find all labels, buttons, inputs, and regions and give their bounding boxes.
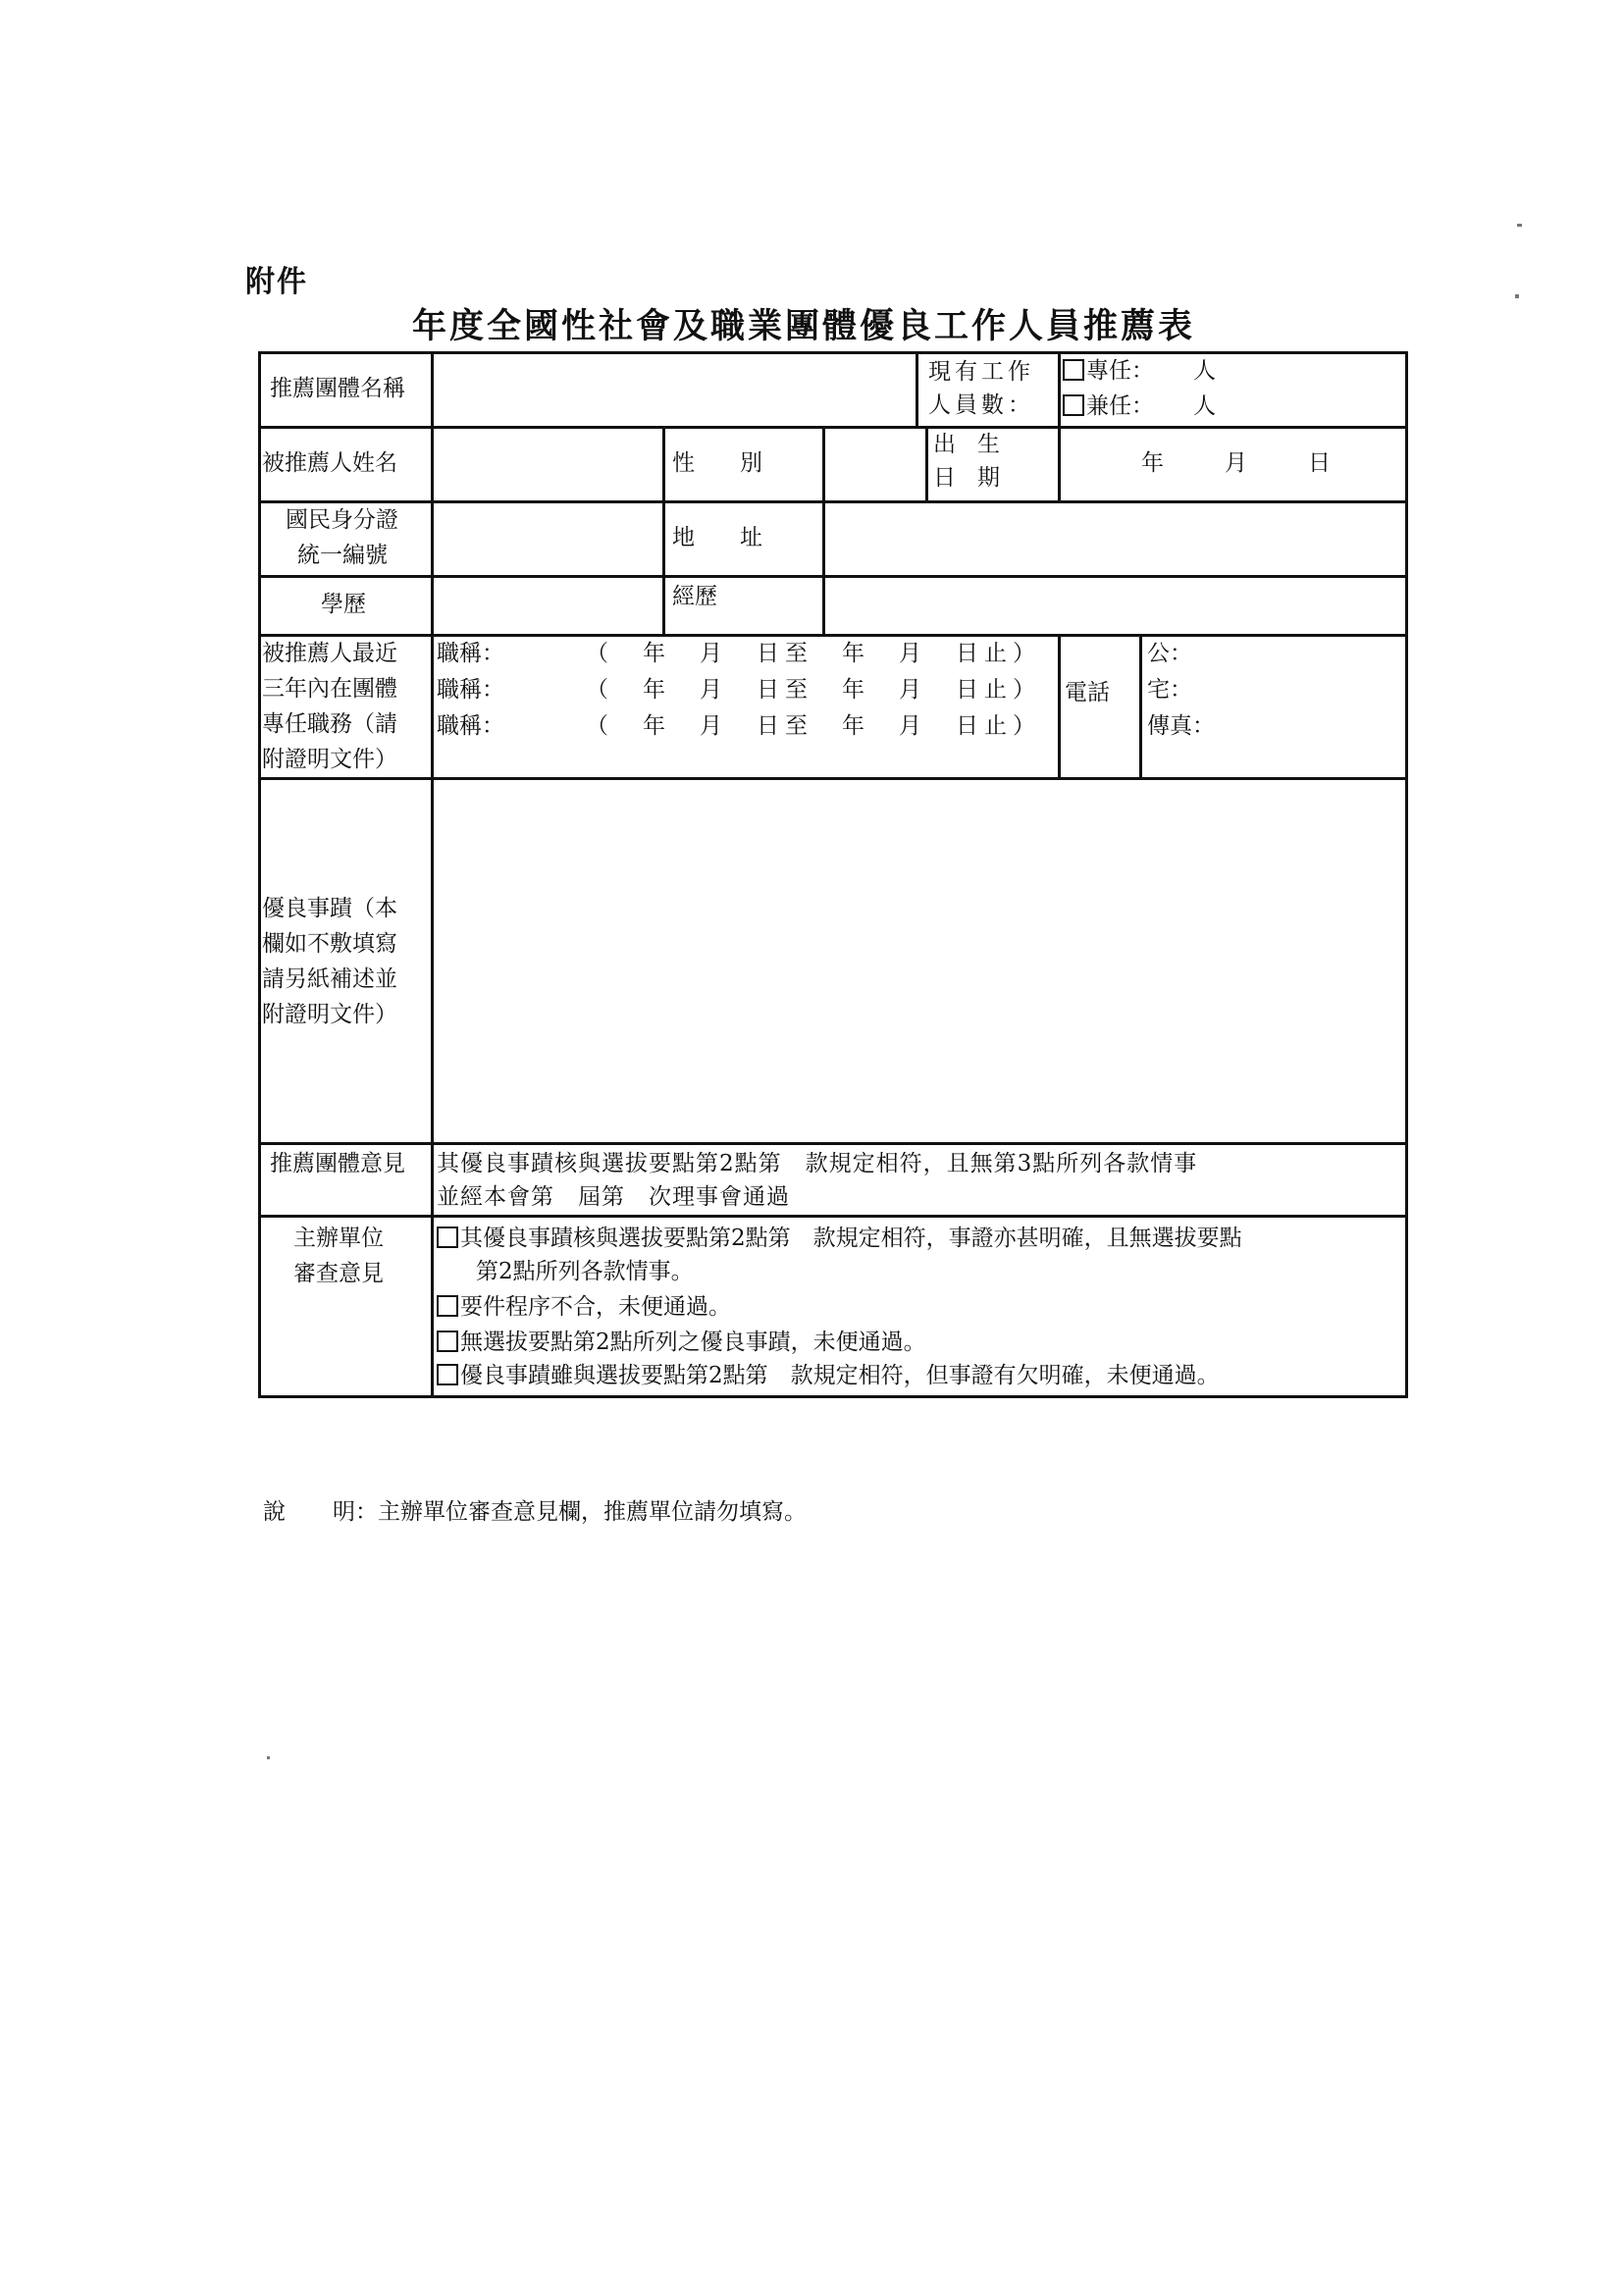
column-divider xyxy=(1058,426,1061,500)
address-label: 地 址 xyxy=(672,525,762,550)
review-option-3-text: 無選拔要點第2點所列之優良事蹟，未便通過。 xyxy=(460,1330,926,1355)
review-option-3-checkbox[interactable] xyxy=(437,1331,458,1352)
parttime-checkbox[interactable] xyxy=(1063,394,1084,416)
education-field[interactable] xyxy=(435,579,660,632)
phone-label: 電話 xyxy=(1065,680,1110,705)
review-option-4 xyxy=(437,1358,1220,1393)
parttime-label: 兼任： xyxy=(1086,393,1154,419)
fulltime-row xyxy=(1063,353,1216,389)
experience-label: 經歷 xyxy=(672,584,717,609)
duty-label-line3: 專任職務（請 xyxy=(262,711,397,737)
birth-day-label: 日 xyxy=(1308,450,1331,476)
education-label: 學歷 xyxy=(321,592,366,617)
org-name-field[interactable] xyxy=(435,355,914,424)
scan-speck xyxy=(1517,224,1522,227)
duty-label-line2: 三年內在團體 xyxy=(262,676,397,702)
org-opinion-line2: 並經本會第 屆第 次理事會通過 xyxy=(437,1184,790,1210)
footer-note-prefix: 說 xyxy=(263,1499,286,1525)
column-divider xyxy=(1139,634,1142,777)
review-option-1-text: 其優良事蹟核與選拔要點第2點第 款規定相符，事證亦甚明確，且無選拔要點 xyxy=(460,1226,1242,1251)
fulltime-label: 專任： xyxy=(1086,358,1154,384)
fulltime-unit: 人 xyxy=(1193,358,1216,384)
review-option-2-checkbox[interactable] xyxy=(437,1295,458,1317)
review-option-2 xyxy=(437,1289,731,1325)
duty-title-2[interactable]: 職稱： xyxy=(437,677,504,703)
table-border-right xyxy=(1405,351,1408,1398)
column-divider xyxy=(1058,634,1061,777)
review-option-4-checkbox[interactable] xyxy=(437,1364,458,1385)
review-option-2-text: 要件程序不合，未便通過。 xyxy=(460,1294,731,1320)
fulltime-checkbox[interactable] xyxy=(1063,359,1084,381)
column-divider xyxy=(662,426,665,634)
org-opinion-label: 推薦團體意見 xyxy=(270,1151,405,1176)
footer-note xyxy=(263,1493,807,1526)
duty-label-line4: 附證明文件） xyxy=(262,747,397,772)
label-column-divider xyxy=(431,351,434,1398)
id-label-line2: 統一編號 xyxy=(297,543,388,568)
phone-office[interactable]: 公： xyxy=(1147,641,1192,666)
nomination-form-table xyxy=(258,351,1408,1399)
review-option-1-cont: 第2點所列各款情事。 xyxy=(476,1259,694,1284)
merit-label-line2: 欄如不敷填寫 xyxy=(262,931,397,957)
form-title: 年度全國性社會及職業團體優良工作人員推薦表 xyxy=(412,306,1196,346)
birth-date-field[interactable] xyxy=(1141,445,1331,481)
column-divider xyxy=(916,351,918,426)
experience-field[interactable] xyxy=(825,579,1402,632)
scan-speck xyxy=(1515,294,1519,298)
org-opinion-line1: 其優良事蹟核與選拔要點第2點第 款規定相符，且無第3點所列各款情事 xyxy=(437,1151,1198,1176)
duty-period-2[interactable]: （ 年 月 日至 年 月 日止） xyxy=(586,677,1041,703)
column-divider xyxy=(1058,351,1061,426)
review-option-4-text: 優良事蹟雖與選拔要點第2點第 款規定相符，但事證有欠明確，未便通過。 xyxy=(460,1363,1220,1388)
birth-year-label: 年 xyxy=(1141,450,1164,476)
id-label-line1: 國民身分證 xyxy=(286,507,398,533)
nominee-name-field[interactable] xyxy=(435,430,660,498)
merit-label-line3: 請另紙補述並 xyxy=(262,966,397,992)
merit-field[interactable] xyxy=(435,781,1402,1140)
org-name-label: 推薦團體名稱 xyxy=(270,376,405,401)
nominee-name-label: 被推薦人姓名 xyxy=(262,450,397,476)
fax[interactable]: 傳真： xyxy=(1147,713,1215,739)
review-option-1 xyxy=(437,1221,1242,1256)
parttime-row xyxy=(1063,389,1216,424)
birth-month-label: 月 xyxy=(1225,450,1247,476)
staff-count-label: 現有工作人員數： xyxy=(928,359,1034,418)
duty-period-3[interactable]: （ 年 月 日至 年 月 日止） xyxy=(586,713,1041,739)
gender-field[interactable] xyxy=(825,430,923,498)
merit-label-line1: 優良事蹟（本 xyxy=(262,896,397,921)
id-number-field[interactable] xyxy=(435,504,660,573)
duty-title-1[interactable]: 職稱： xyxy=(437,641,504,666)
phone-home[interactable]: 宅： xyxy=(1147,677,1192,703)
review-option-1-checkbox[interactable] xyxy=(437,1226,458,1248)
review-label-line1: 主辦單位 xyxy=(293,1226,384,1251)
duty-title-3[interactable]: 職稱： xyxy=(437,713,504,739)
birth-label: 出生日期 xyxy=(933,432,1021,491)
review-option-3 xyxy=(437,1325,926,1360)
merit-label-line4: 附證明文件） xyxy=(262,1002,397,1027)
address-field[interactable] xyxy=(825,504,1402,573)
parttime-unit: 人 xyxy=(1193,393,1216,419)
footer-note-text: 明：主辦單位審查意見欄，推薦單位請勿填寫。 xyxy=(333,1499,807,1525)
attachment-label: 附件 xyxy=(245,265,308,299)
duty-label-line1: 被推薦人最近 xyxy=(262,641,397,666)
review-label-line2: 審查意見 xyxy=(293,1261,384,1286)
column-divider xyxy=(925,426,928,500)
scan-speck xyxy=(267,1756,270,1759)
table-border-left xyxy=(258,351,261,1398)
duty-period-1[interactable]: （ 年 月 日至 年 月 日止） xyxy=(586,641,1041,666)
gender-label: 性 別 xyxy=(672,450,762,476)
